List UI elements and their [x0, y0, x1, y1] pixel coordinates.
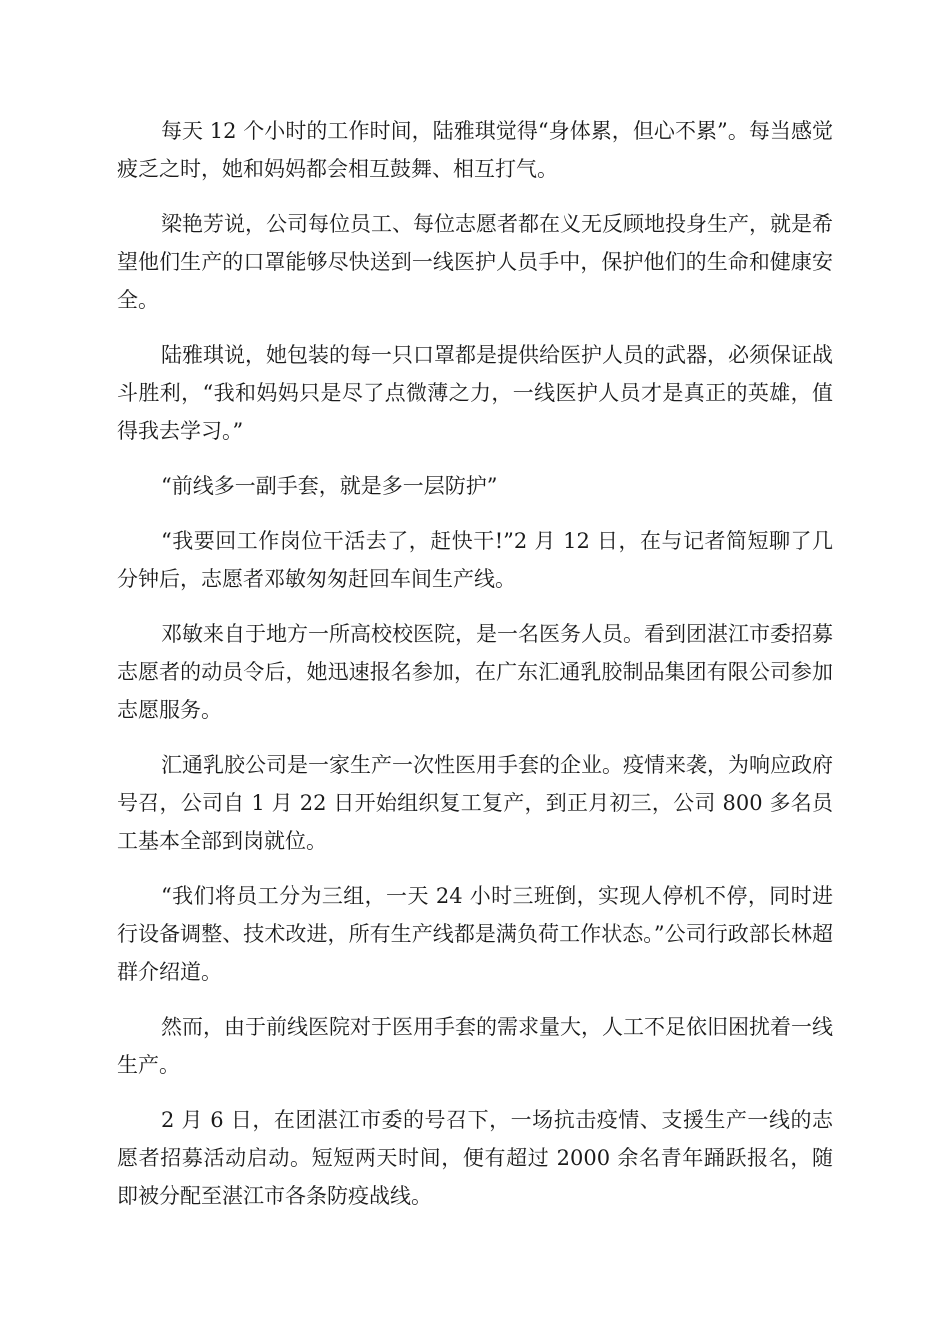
- paragraph: 邓敏来自于地方一所高校校医院，是一名医务人员。看到团湛江市委招募志愿者的动员令后，她迅速报名参加，在广东汇通乳胶制品集团有限公司参加志愿服务。: [117, 622, 833, 722]
- paragraph: 然而，由于前线医院对于医用手套的需求量大，人工不足依旧困扰着一线生产。: [117, 1015, 833, 1077]
- paragraph: 2 月 6 日，在团湛江市委的号召下，一场抗击疫情、支援生产一线的志愿者招募活动启动。短短两天时间，便有超过 2000 余名青年踊跃报名，随即被分配至湛江市各条防疫战线。: [117, 1108, 833, 1208]
- paragraph: 陆雅琪说，她包装的每一只口罩都是提供给医护人员的武器，必须保证战斗胜利，“我和妈妈只是尽了点微薄之力，一线医护人员才是真正的英雄，值得我去学习。”: [117, 343, 833, 443]
- paragraph: “我们将员工分为三组，一天 24 小时三班倒，实现人停机不停，同时进行设备调整、技术改进，所有生产线都是满负荷工作状态。”公司行政部长林超群介绍道。: [117, 884, 833, 984]
- paragraph: “我要回工作岗位干活去了，赶快干!”2 月 12 日，在与记者简短聊了几分钟后，志愿者邓敏匆匆赶回车间生产线。: [117, 529, 833, 591]
- paragraph: 汇通乳胶公司是一家生产一次性医用手套的企业。疫情来袭，为响应政府号召，公司自 1 月 22 日开始组织复工复产，到正月初三，公司 800 多名员工基本全部到岗就位。: [117, 753, 833, 853]
- section-heading: “前线多一副手套，就是多一层防护”: [161, 474, 498, 498]
- paragraph: 每天 12 个小时的工作时间，陆雅琪觉得“身体累，但心不累”。每当感觉疲乏之时，她和妈妈都会相互鼓舞、相互打气。: [117, 119, 833, 181]
- article-body: [117, 112, 833, 1232]
- paragraph: 梁艳芳说，公司每位员工、每位志愿者都在义无反顾地投身生产，就是希望他们生产的口罩能够尽快送到一线医护人员手中，保护他们的生命和健康安全。: [117, 212, 833, 312]
